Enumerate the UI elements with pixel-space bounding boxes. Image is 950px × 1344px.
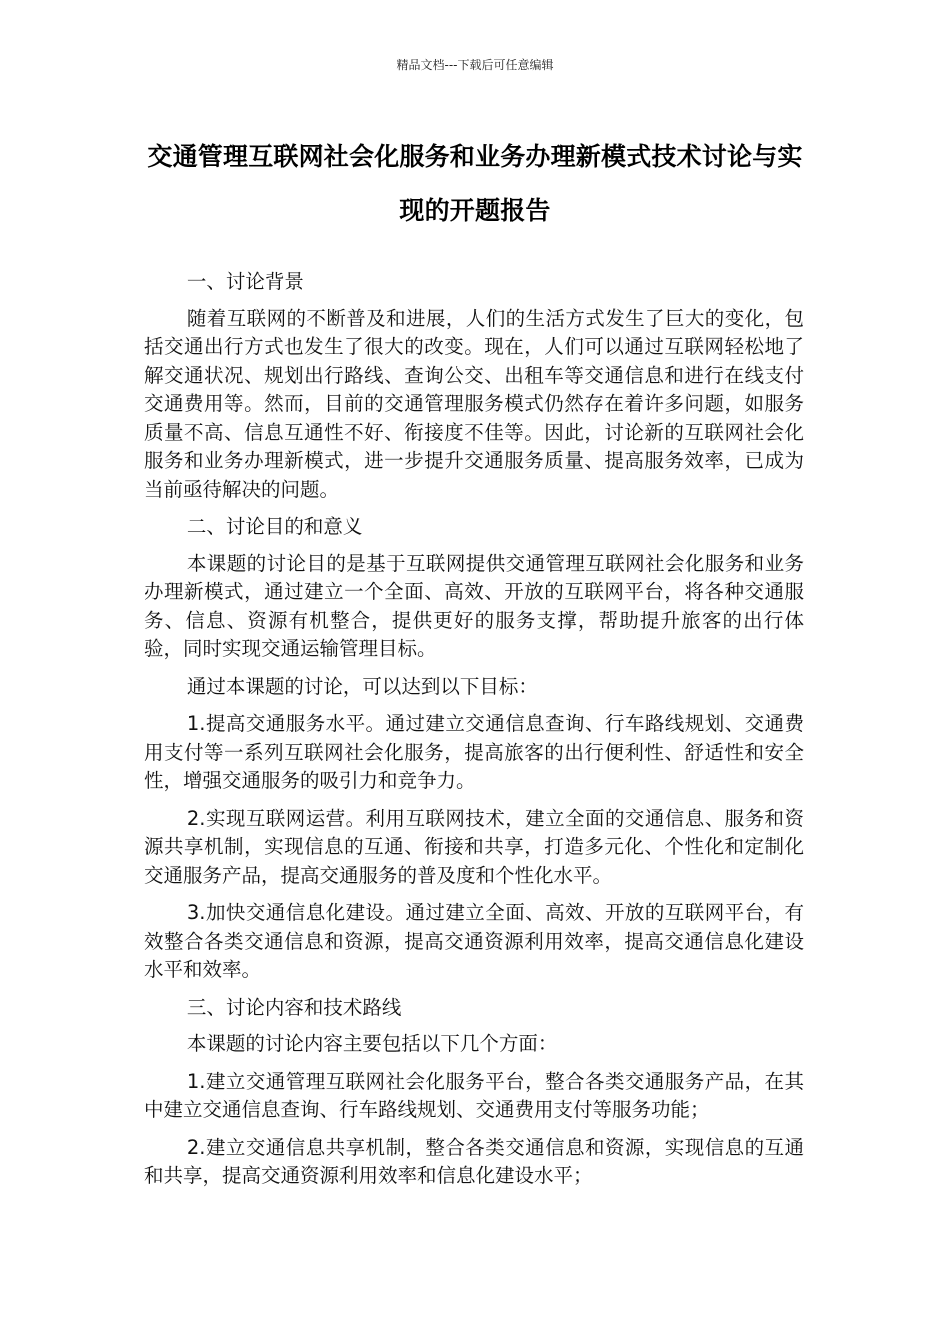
list-item-goal-1: 1.提高交通服务水平。通过建立交通信息查询、行车路线规划、交通费用支付等一系列互联网社会化服务，提高旅客的出行便利性、舒适性和安全性，增强交通服务的吸引力和竞争力。 [144,712,804,792]
paragraph-content-intro: 本课题的讨论内容主要包括以下几个方面： [186,1032,558,1055]
paragraph-background: 随着互联网的不断普及和进展，人们的生活方式发生了巨大的变化，包括交通出行方式也发生了很大的改变。现在，人们可以通过互联网轻松地了解交通状况、规划出行路线、查询公交、出租车等交通信息和进行在线支付交通费用等。然而，目前的交通管理服务模式仍然存在着许多问题，如服务质量不高、信息互通性不好、衔接度不佳等。因此，讨论新的互联网社会化服务和业务办理新模式，进一步提升交通服务质量、提高服务效率，已成为当前亟待解决的问题。 [144,306,804,501]
document-body [144,268,804,1200]
list-item-goal-3: 3.加快交通信息化建设。通过建立全面、高效、开放的互联网平台，有效整合各类交通信息和资源，提高交通资源利用效率，提高交通信息化建设水平和效率。 [144,901,804,981]
paragraph-purpose: 本课题的讨论目的是基于互联网提供交通管理互联网社会化服务和业务办理新模式，通过建立一个全面、高效、开放的互联网平台，将各种交通服务、信息、资源有机整合，提供更好的服务支撑，帮助提升旅客的出行体验，同时实现交通运输管理目标。 [144,551,804,660]
section-heading-content: 三、讨论内容和技术路线 [186,995,402,1019]
section-heading-purpose: 二、讨论目的和意义 [186,515,363,538]
list-item-content-2: 2.建立交通信息共享机制，整合各类交通信息和资源，实现信息的互通和共享，提高交通资源利用效率和信息化建设水平； [144,1135,804,1187]
document-title: 交通管理互联网社会化服务和业务办理新模式技术讨论与实现的开题报告 [147,142,803,225]
list-item-content-1: 1.建立交通管理互联网社会化服务平台，整合各类交通服务产品，在其中建立交通信息查询、行车路线规划、交通费用支付等服务功能； [144,1069,804,1121]
page-header: 精品文档---下载后可任意编辑 [396,58,554,72]
section-heading-background: 一、讨论背景 [186,270,304,293]
paragraph-goals-intro: 通过本课题的讨论，可以达到以下目标： [186,674,538,698]
list-item-goal-2: 2.实现互联网运营。利用互联网技术，建立全面的交通信息、服务和资源共享机制，实现信息的互通、衔接和共享，打造多元化、个性化和定制化交通服务产品，提高交通服务的普及度和个性化水平。 [144,806,804,887]
